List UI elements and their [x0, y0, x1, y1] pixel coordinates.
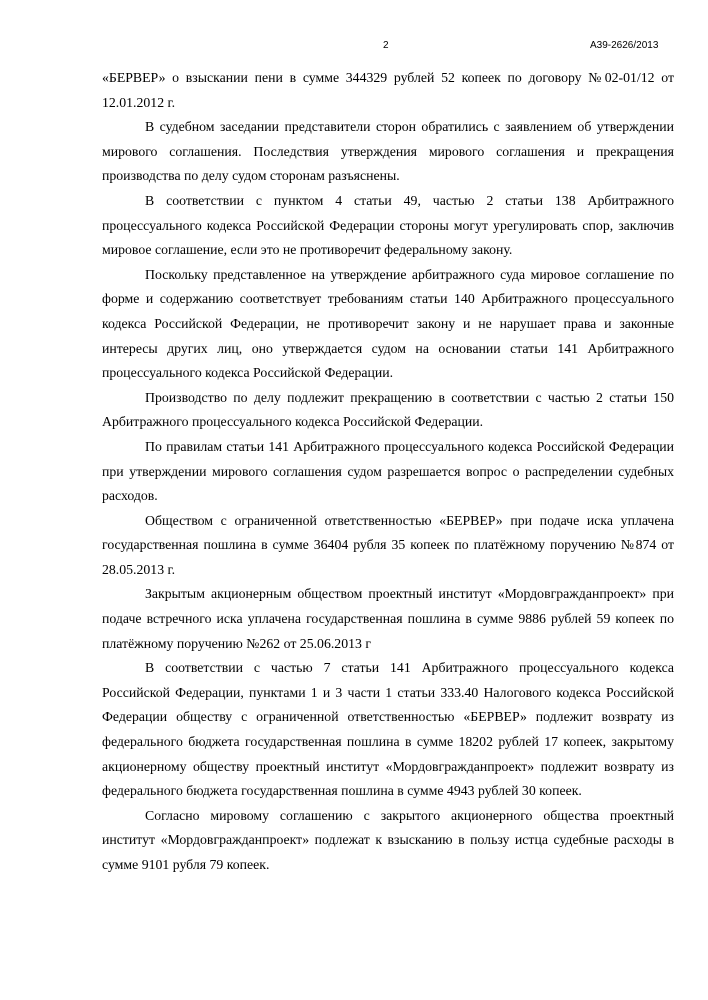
- paragraph: В соответствии с пунктом 4 статьи 49, частью 2 статьи 138 Арбитражного процессуального кодекса Российской Федерации стороны могут урегулировать спор, заключив мировое соглашение, если это не противоречит федеральному закону.: [102, 192, 674, 258]
- paragraph: Поскольку представленное на утверждение арбитражного суда мировое соглашение по форме и содержанию соответствует требованиям статьи 140 Арбитражного процессуального кодекса Российской Федерации, не противоречит закону и не нарушает права и законные интересы других лиц, оно утверждается судом на основании статьи 141 Арбитражного процессуального кодекса Российской Федерации.: [102, 266, 674, 381]
- paragraph: В соответствии с частью 7 статьи 141 Арбитражного процессуального кодекса Российской Федерации, пунктами 1 и 3 части 1 статьи 333.40 Налогового кодекса Российской Федерации обществу с ограниченной ответственностью «БЕРВЕР» подлежит возврату из федерального бюджета государственная пошлина в сумме 18202 рублей 17 копеек, закрытому акционерному обществу проектный институт «Мордовгражданпроект» подлежит возврату из федерального бюджета государственная пошлина в сумме 4943 рублей 30 копеек.: [102, 660, 674, 799]
- page-number: 2: [383, 40, 389, 51]
- paragraph: Обществом с ограниченной ответственностью «БЕРВЕР» при подаче иска уплачена государственная пошлина в сумме 36404 рубля 35 копеек по платёжному поручению №874 от 28.05.2013 г.: [102, 512, 674, 577]
- case-number: А39-2626/2013: [590, 40, 659, 51]
- paragraph: «БЕРВЕР» о взыскании пени в сумме 344329 рублей 52 копеек по договору №02-01/12 от 12.01.2012 г.: [102, 70, 674, 110]
- paragraph: Согласно мировому соглашению с закрытого акционерного общества проектный институт «Мордовгражданпроект» подлежат к взысканию в пользу истца судебные расходы в сумме 9101 рубля 79 копеек.: [102, 807, 674, 872]
- paragraph: Производство по делу подлежит прекращению в соответствии с частью 2 статьи 150 Арбитражного процессуального кодекса Российской Федерации.: [102, 389, 674, 430]
- paragraph: В судебном заседании представители сторон обратились с заявлением об утверждении мирового соглашения. Последствия утверждения мирового соглашения и прекращения производства по делу судом сторонам разъяснены.: [102, 119, 674, 184]
- paragraph: По правилам статьи 141 Арбитражного процессуального кодекса Российской Федерации при утверждении мирового соглашения судом разрешается вопрос о распределении судебных расходов.: [102, 438, 674, 504]
- paragraph: Закрытым акционерным обществом проектный институт «Мордовгражданпроект» при подаче встречного иска уплачена государственная пошлина в сумме 9886 рублей 59 копеек по платёжному поручению №262 от 25.06.2013 г: [102, 586, 674, 651]
- document-body: [102, 66, 674, 878]
